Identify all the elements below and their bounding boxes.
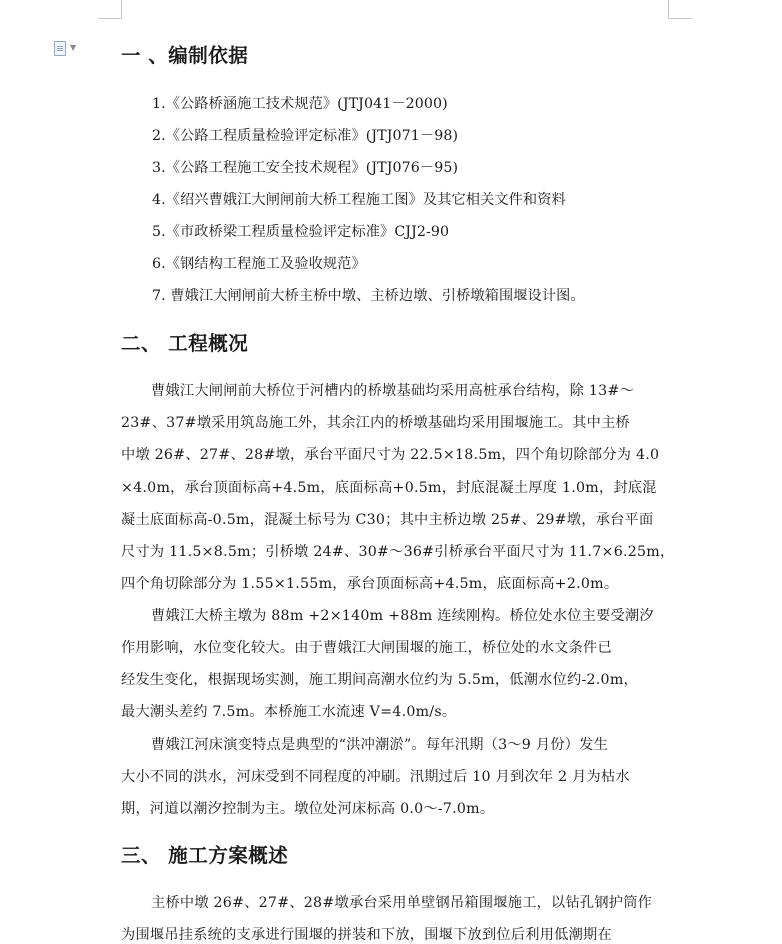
basis-item-1: 1.《公路桥涵施工技术规范》(JTJ041－2000) (152, 96, 448, 112)
overview-line: 中墩 26#、27#、28#墩，承台平面尺寸为 22.5×18.5m，四个角切除部分为 4.0 (121, 447, 660, 463)
overview-line: ×4.0m，承台顶面标高+4.5m，底面标高+0.5m，封底混凝土厚度 1.0m，封底混 (121, 480, 657, 496)
overview-line: 最大潮头差约 7.5m。本桥施工水流速 V=4.0m/s。 (121, 704, 457, 720)
basis-item-4: 4.《绍兴曹娥江大闸闸前大桥工程施工图》及其它相关文件和资料 (152, 192, 566, 208)
heading-basis: 一 、编制依据 (121, 44, 249, 67)
overview-line: 四个角切除部分为 1.55×1.55m，承台顶面标高+4.5m，底面标高+2.0m。 (121, 576, 619, 592)
overview-line: 曹娥江大闸闸前大桥位于河槽内的桥墩基础均采用高桩承台结构，除 13#～ (151, 383, 635, 399)
plan-line: 主桥中墩 26#、27#、28#墩承台采用单壁钢吊箱围堰施工，以钻孔钢护筒作 (151, 895, 653, 911)
heading-plan: 三、 施工方案概述 (121, 844, 289, 867)
plan-line: 为围堰吊挂系统的支承进行围堰的拼装和下放，围堰下放到位后利用低潮期在 (121, 927, 612, 943)
overview-line: 曹娥江大桥主墩为 88m +2×140m +88m 连续刚构。桥位处水位主要受潮汐 (151, 608, 654, 624)
basis-item-5: 5.《市政桥梁工程质量检验评定标准》CJJ2-90 (152, 224, 450, 240)
overview-line: 大小不同的洪水，河床受到不同程度的冲刷。汛期过后 10 月到次年 2 月为枯水 (121, 769, 630, 785)
overview-line: 尺寸为 11.5×8.5m；引桥墩 24#、30#～36#引桥承台平面尺寸为 11.7×6.25m， (121, 544, 675, 560)
chevron-down-icon: ▼ (70, 43, 77, 52)
basis-item-2: 2.《公路工程质量检验评定标准》(JTJ071－98) (152, 128, 459, 144)
basis-item-7: 7. 曹娥江大闸闸前大桥主桥中墩、主桥边墩、引桥墩箱围堰设计图。 (152, 288, 585, 304)
page-icon (54, 41, 66, 56)
heading-overview: 二、 工程概况 (121, 332, 249, 355)
crop-mark-top-left-vertical (121, 0, 122, 18)
crop-mark-top-right-vertical (668, 0, 669, 18)
crop-mark-top-left-horizontal (98, 18, 122, 19)
overview-line: 期，河道以潮汐控制为主。墩位处河床标高 0.0～-7.0m。 (121, 801, 495, 817)
overview-line: 作用影响，水位变化较大。由于曹娥江大闸围堰的施工，桥位处的水文条件已 (121, 640, 612, 656)
overview-line: 曹娥江河床演变特点是典型的“洪冲潮淤”。每年汛期（3～9 月份）发生 (151, 737, 609, 753)
overview-line: 23#、37#墩采用筑岛施工外，其余江内的桥墩基础均采用围堰施工。其中主桥 (121, 415, 630, 431)
basis-item-3: 3.《公路工程施工安全技术规程》(JTJ076－95) (152, 160, 459, 176)
crop-mark-top-right-horizontal (668, 18, 692, 19)
overview-line: 经发生变化，根据现场实测，施工期间高潮水位约为 5.5m，低潮水位约-2.0m， (121, 672, 638, 688)
overview-line: 凝土底面标高-0.5m，混凝土标号为 C30；其中主桥边墩 25#、29#墩，承台平面 (121, 512, 654, 528)
document-outline-icon[interactable] (54, 41, 80, 57)
basis-item-6: 6.《钢结构工程施工及验收规范》 (152, 256, 366, 272)
